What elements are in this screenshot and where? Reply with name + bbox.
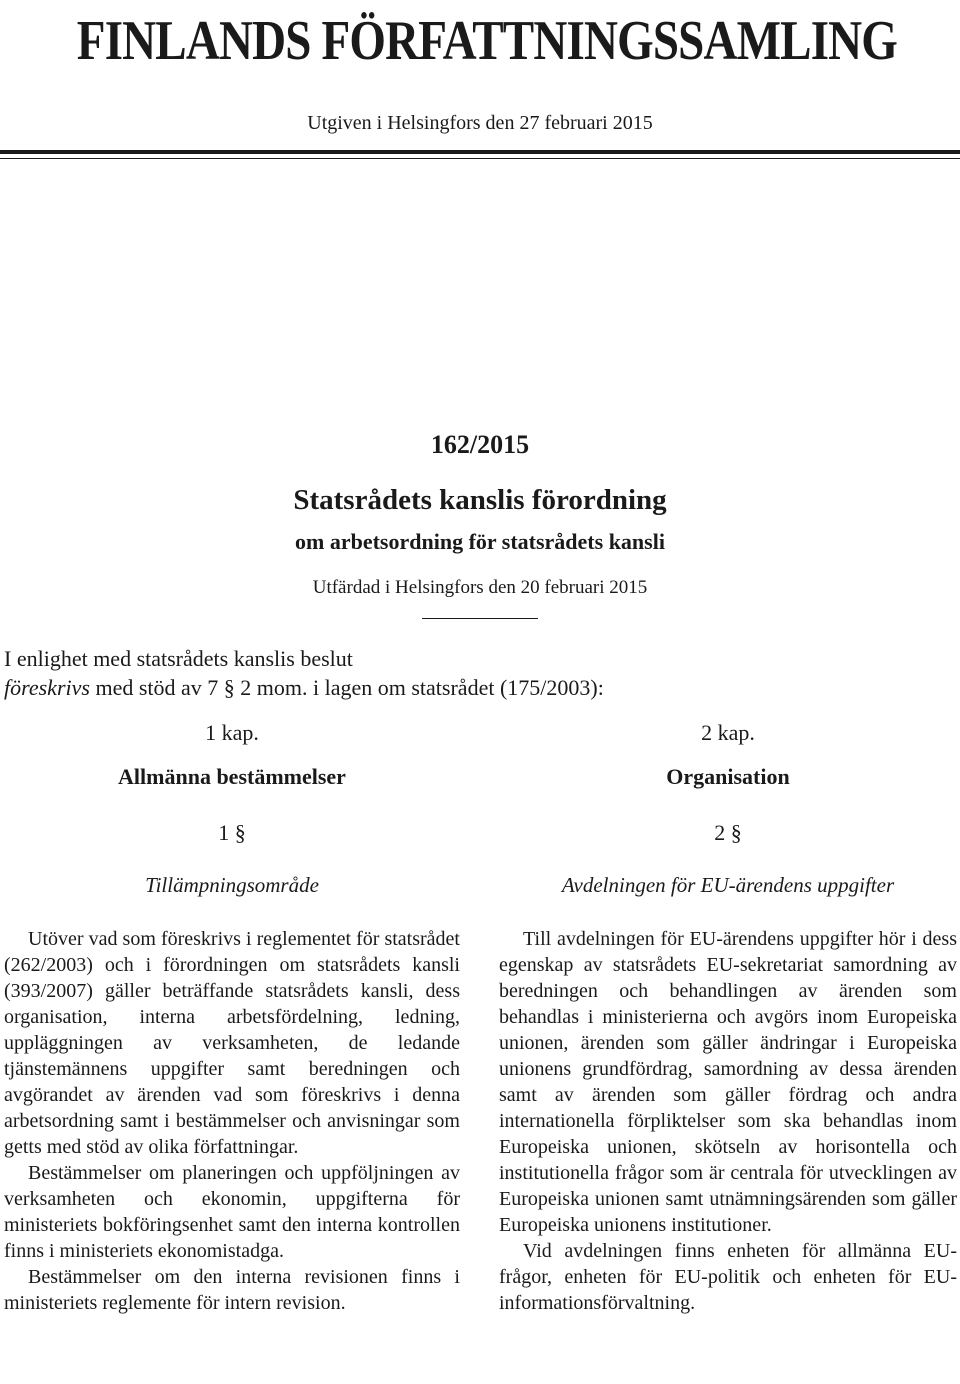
section1-paragraph: Bestämmelser om den interna revisionen finns i ministeriets reglemente för intern revision. (4, 1266, 460, 1314)
act-divider (422, 618, 538, 619)
publication-title: FINLANDS FÖRFATTNINGSSAMLING (76, 10, 898, 72)
preamble-line2 (4, 673, 944, 702)
section1-paragraph: Bestämmelser om planeringen och uppföljningen av verksamheten och ekonomin, uppgifterna för ministeriets bokföringsenhet samt den interna kontrollen finns i ministeriets ekonomistadga. (4, 1162, 460, 1262)
section1-heading: Tillämpningsområde (145, 873, 319, 897)
chapter2-title: Organisation (666, 764, 790, 789)
act-dated: Utfärdad i Helsingfors den 20 februari 2015 (312, 577, 648, 598)
chapter1-title: Allmänna bestämmelser (118, 764, 346, 789)
header-rule-thick (0, 150, 960, 154)
act-subtitle: om arbetsordning för statsrådets kansli (295, 529, 665, 554)
preamble (4, 644, 944, 702)
preamble-line1: I enlighet med statsrådets kanslis beslut (4, 646, 353, 671)
section2-heading: Avdelningen för EU-ärendens uppgifter (561, 873, 895, 897)
column-left (4, 718, 460, 1316)
header-rule-thin (0, 158, 960, 159)
issue-date: Utgiven i Helsingfors den 27 februari 2015 (307, 112, 653, 134)
chapter1-label: 1 kap. (205, 720, 259, 745)
section1-label: 1 § (218, 820, 246, 845)
column-right (499, 718, 957, 1316)
section2-paragraph: Till avdelningen för EU-ärendens uppgifter hör i dess egenskap av statsrådets EU-sekretariat samordning av beredningen och behandlingen av ärenden som behandlas i ministerierna och avgörs inom Europeiska unionen, ärenden som gäller ändringar i Europeiska unionens grundfördrag, samordning av dessa ärenden samt av ärenden som gäller fördrag och andra internationella förpliktelser som ska behandlas inom Europeiska unionen, skötseln av horisontella och institutionella frågor som är centrala för utvecklingen av Europeiska unionen samt utnämningsärenden som gäller Europeiska unionens institutioner. (499, 928, 957, 1236)
section1-paragraph: Utöver vad som föreskrivs i reglementet för statsrådet (262/2003) och i förordningen om statsrådets kansli (393/2007) gäller beträffande statsrådets kansli, dess organisation, interna arbetsfördelning, ledning, uppläggningen av verksamheten, de ledande tjänstemännens uppgifter samt beredningen och avgörandet av ärenden vad som föreskrivs i denna arbetsordning samt i bestämmelser och anvisningar som getts med stöd av olika författningar. (4, 928, 460, 1158)
preamble-rest: med stöd av 7 § 2 mom. i lagen om statsrådet (175/2003): (89, 675, 604, 700)
act-number: 162/2015 (430, 430, 530, 459)
preamble-verb: föreskrivs (4, 675, 90, 700)
chapter2-label: 2 kap. (701, 720, 755, 745)
section2-paragraph: Vid avdelningen finns enheten för allmänna EU-frågor, enheten för EU-politik och enheten för EU-informationsförvaltning. (499, 1240, 957, 1314)
section2-label: 2 § (714, 820, 742, 845)
act-title: Statsrådets kanslis förordning (293, 484, 667, 516)
